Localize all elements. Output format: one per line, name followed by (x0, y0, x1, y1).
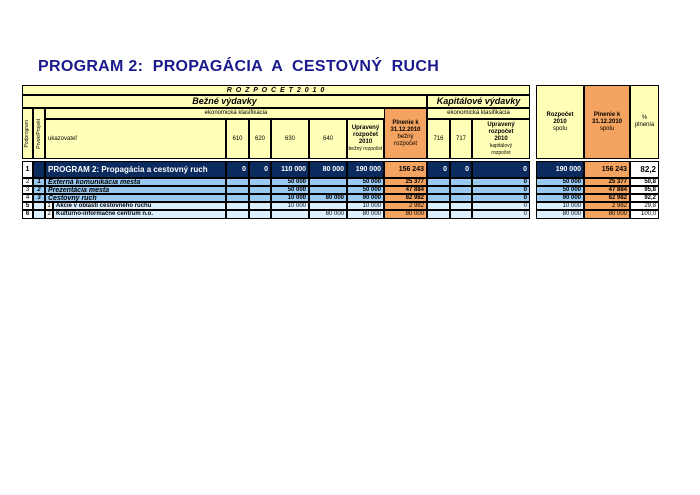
ukazovatel-cell: Akcie v oblasti cestovného ruchu (53, 202, 226, 210)
podprogram-cell: 2 (33, 186, 45, 194)
ukazovatel-header: ukazovateľ (45, 119, 226, 159)
cell-640 (309, 202, 347, 210)
ek-klasifikacia-bezne: ekonomická klasifikácia (45, 108, 427, 119)
row-number: 4 (22, 194, 33, 202)
cell-upr-kap: 0 (472, 178, 530, 186)
cell-717 (450, 202, 472, 210)
prvok-header (33, 108, 45, 159)
budget-table (22, 85, 659, 224)
pln-spolu-l3: spolu (599, 125, 615, 132)
upr-bezny-l2: rozpočet (352, 132, 378, 138)
cell-640 (309, 178, 347, 186)
cell-640: 80 000 (309, 210, 347, 219)
podprogram-cell (33, 161, 45, 178)
cell-716 (427, 202, 450, 210)
cell-plnenie-bezne: 25 377 (384, 178, 427, 186)
cell-plnenie-bezne: 156 243 (384, 161, 427, 178)
col-717: 717 (450, 119, 472, 159)
row-number: 3 (22, 186, 33, 194)
rozp-spolu-l2: 2010 (553, 118, 567, 125)
pln-bezne-l2: 31.12.2010 (390, 126, 421, 133)
col-rozpocet-spolu (536, 85, 584, 159)
row-number: 6 (22, 210, 33, 219)
pct-l2: plnenia (634, 122, 655, 128)
cell-plnenie-bezne: 80 000 (384, 210, 427, 219)
ukazovatel-cell: PROGRAM 2: Propagácia a cestovný ruch (45, 161, 226, 178)
cell-percent: 95,8 (630, 186, 659, 194)
rozpocet-header: R O Z P O Č E T 2 0 1 0 (22, 85, 530, 95)
cell-640: 80 000 (309, 161, 347, 178)
col-620: 620 (249, 119, 271, 159)
pln-bezne-l1: Plnenie k (392, 119, 419, 126)
pct-l1: % (641, 115, 648, 121)
podprogram-cell: 1 (33, 178, 45, 186)
cell-upr-bezny: 50 000 (347, 186, 384, 194)
cell-plnenie-bezne: 47 884 (384, 186, 427, 194)
podprogram-header (22, 108, 33, 159)
cell-716 (427, 194, 450, 202)
row-number: 1 (22, 161, 33, 178)
ukazovatel-cell: Prezentácia mesta (45, 186, 226, 194)
cell-upr-bezny: 80 000 (347, 210, 384, 219)
upr-kap-l4: kapitálový (489, 142, 513, 149)
cell-716: 0 (427, 161, 450, 178)
cell-630: 50 000 (271, 186, 309, 194)
cell-630 (271, 210, 309, 219)
cell-percent: 100,0 (630, 210, 659, 219)
cell-630: 10 000 (271, 194, 309, 202)
prvok-cell: 2 (45, 210, 53, 219)
cell-630: 50 000 (271, 178, 309, 186)
col-percent (630, 85, 659, 159)
cell-620 (249, 210, 271, 219)
upr-bezny-l1: Upravený (351, 125, 380, 131)
cell-717 (450, 210, 472, 219)
cell-620 (249, 178, 271, 186)
cell-640 (309, 186, 347, 194)
cell-percent: 29,8 (630, 202, 659, 210)
cell-upr-bezny: 90 000 (347, 194, 384, 202)
cell-rozpocet-spolu: 50 000 (536, 186, 584, 194)
cell-610 (226, 194, 249, 202)
podprogram-label: Podprogram (24, 119, 30, 148)
cell-620 (249, 194, 271, 202)
row-number: 5 (22, 202, 33, 210)
podprogram-cell: 3 (33, 194, 45, 202)
upr-kap-l5: rozpočet (491, 149, 511, 156)
upr-bezny-l4: bežný rozpočet (348, 146, 383, 152)
cell-percent: 92,2 (630, 194, 659, 202)
cell-rozpocet-spolu: 50 000 (536, 178, 584, 186)
row-number: 2 (22, 178, 33, 186)
cell-717: 0 (450, 161, 472, 178)
cell-rozpocet-spolu: 90 000 (536, 194, 584, 202)
cell-upr-bezny: 10 000 (347, 202, 384, 210)
col-upr-bezny (347, 119, 384, 159)
cell-plnenie-spolu: 2 982 (584, 202, 630, 210)
col-716: 716 (427, 119, 450, 159)
cell-610 (226, 178, 249, 186)
cell-upr-bezny: 50 000 (347, 178, 384, 186)
cell-plnenie-spolu: 82 982 (584, 194, 630, 202)
cell-716 (427, 210, 450, 219)
ukazovatel-cell: Cestovný ruch (45, 194, 226, 202)
pln-bezne-l4: rozpočet (393, 140, 417, 147)
col-upr-kap (472, 119, 530, 159)
cell-upr-kap: 0 (472, 194, 530, 202)
cell-plnenie-spolu: 47 884 (584, 186, 630, 194)
cell-rozpocet-spolu: 190 000 (536, 161, 584, 178)
cell-upr-bezny: 190 000 (347, 161, 384, 178)
upr-bezny-l3: 2010 (358, 139, 373, 145)
cell-upr-kap: 0 (472, 161, 530, 178)
cell-717 (450, 194, 472, 202)
cell-620: 0 (249, 161, 271, 178)
cell-640: 80 000 (309, 194, 347, 202)
col-640: 640 (309, 119, 347, 159)
cell-rozpocet-spolu: 80 000 (536, 210, 584, 219)
ukazovatel-cell: Externá komunikácia mesta (45, 178, 226, 186)
cell-plnenie-spolu: 156 243 (584, 161, 630, 178)
ek-klasifikacia-kap: ekonomická klasifikácia (427, 108, 530, 119)
prvok-label: Prvok/Projekt (35, 118, 42, 149)
cell-percent: 82,2 (630, 161, 659, 178)
cell-plnenie-bezne: 82 982 (384, 194, 427, 202)
rozp-spolu-l3: spolu (552, 125, 568, 132)
rozp-spolu-l1: Rozpočet (546, 111, 574, 118)
cell-plnenie-spolu: 25 377 (584, 178, 630, 186)
ukazovatel-cell: Kultúrno-informačné centrum n.o. (53, 210, 226, 219)
cell-610 (226, 202, 249, 210)
cell-716 (427, 178, 450, 186)
cell-610 (226, 186, 249, 194)
col-610: 610 (226, 119, 249, 159)
cell-610: 0 (226, 161, 249, 178)
cell-upr-kap: 0 (472, 202, 530, 210)
pln-bezne-l3: bežný (397, 133, 414, 140)
podprogram-cell (33, 210, 45, 219)
upr-kap-l2: rozpočet (488, 128, 514, 135)
podprogram-cell (33, 202, 45, 210)
cell-620 (249, 202, 271, 210)
cell-percent: 50,8 (630, 178, 659, 186)
kapitalove-vydavky-header: Kapitálové výdavky (427, 95, 530, 108)
upr-kap-l3: 2010 (494, 135, 508, 142)
cell-620 (249, 186, 271, 194)
cell-717 (450, 186, 472, 194)
cell-upr-kap: 0 (472, 210, 530, 219)
col-plnenie-spolu (584, 85, 630, 159)
col-plnenie-bezne (384, 108, 427, 159)
prvok-cell: 1 (45, 202, 53, 210)
cell-plnenie-spolu: 80 000 (584, 210, 630, 219)
pln-spolu-l2: 31.12.2010 (591, 118, 623, 125)
cell-717 (450, 178, 472, 186)
cell-plnenie-bezne: 2 982 (384, 202, 427, 210)
bezne-vydavky-header: Bežné výdavky (22, 95, 427, 108)
cell-716 (427, 186, 450, 194)
col-630: 630 (271, 119, 309, 159)
cell-630: 110 000 (271, 161, 309, 178)
upr-kap-l1: Upravený (487, 121, 515, 128)
cell-rozpocet-spolu: 10 000 (536, 202, 584, 210)
pln-spolu-l1: Plnenie k (593, 111, 621, 118)
cell-630: 10 000 (271, 202, 309, 210)
page-title: PROGRAM 2: PROPAGÁCIA A CESTOVNÝ RUCH (38, 58, 440, 75)
cell-upr-kap: 0 (472, 186, 530, 194)
cell-610 (226, 210, 249, 219)
